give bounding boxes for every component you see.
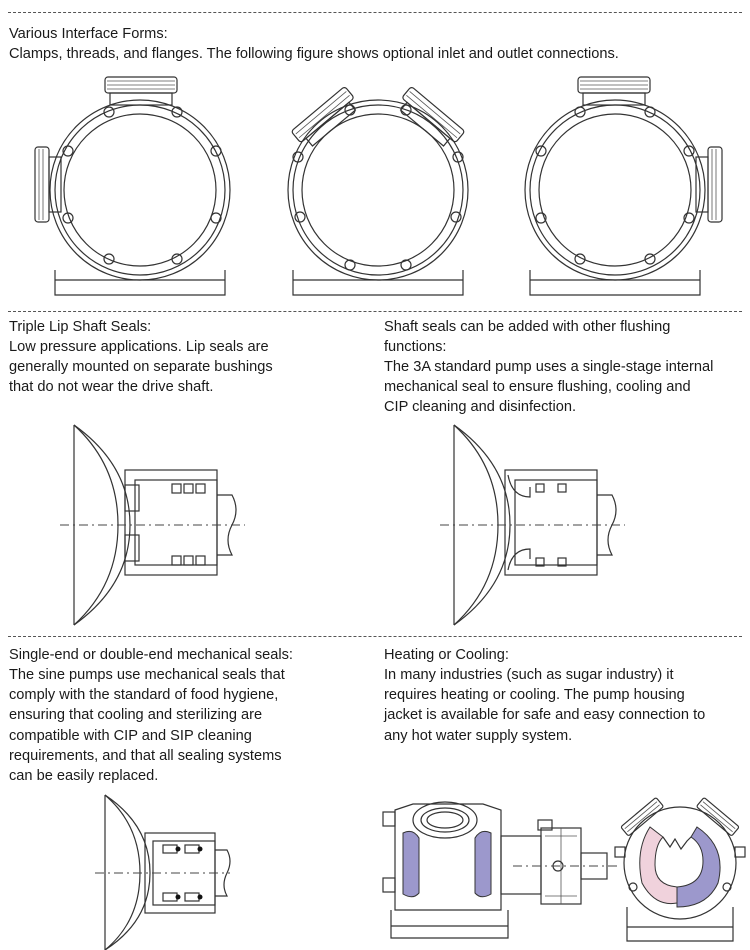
heating-jacket-side-view <box>383 798 623 948</box>
heating-jacket-front-section <box>615 795 745 945</box>
flushing-description: The 3A standard pump uses a single-stage internal mechanical seal to ensure flushing, cooling and CIP cleaning and disinfection. <box>384 359 714 416</box>
pump-front-view-top-left-ports <box>30 75 250 305</box>
triple-lip-seal-diagram <box>60 425 260 625</box>
pump-front-view-angled-ports <box>268 75 488 305</box>
separator-top <box>8 12 742 13</box>
flushing-seal-diagram <box>440 425 640 625</box>
mechanical-seals-title: Single-end or double-end mechanical seals: <box>9 647 293 663</box>
mechanical-seal-diagram <box>95 795 235 950</box>
flushing-title: Shaft seals can be added with other flushing functions: <box>384 319 671 356</box>
lip-seals-title: Triple Lip Shaft Seals: <box>9 319 152 335</box>
separator-1 <box>8 311 742 312</box>
interface-description: Clamps, threads, and flanges. The following figure shows optional inlet and outlet connections. <box>9 46 619 62</box>
interface-title: Various Interface Forms: <box>9 26 168 42</box>
mechanical-seals-description: The sine pumps use mechanical seals that comply with the standard of food hygiene, ensuring that cooling and sterilizing are compatible with CIP and SIP cleaning requirements, and that all sealing systems can be easily replaced. <box>9 667 285 785</box>
lip-seals-description: Low pressure applications. Lip seals are generally mounted on separate bushings that do not wear the drive shaft. <box>9 339 273 396</box>
heating-description: In many industries (such as sugar industry) it requires heating or cooling. The pump housing jacket is available for safe and easy connection to any hot water supply system. <box>384 667 706 744</box>
separator-2 <box>8 636 742 637</box>
pump-front-view-top-right-ports <box>505 75 725 305</box>
heating-title: Heating or Cooling: <box>384 647 509 663</box>
